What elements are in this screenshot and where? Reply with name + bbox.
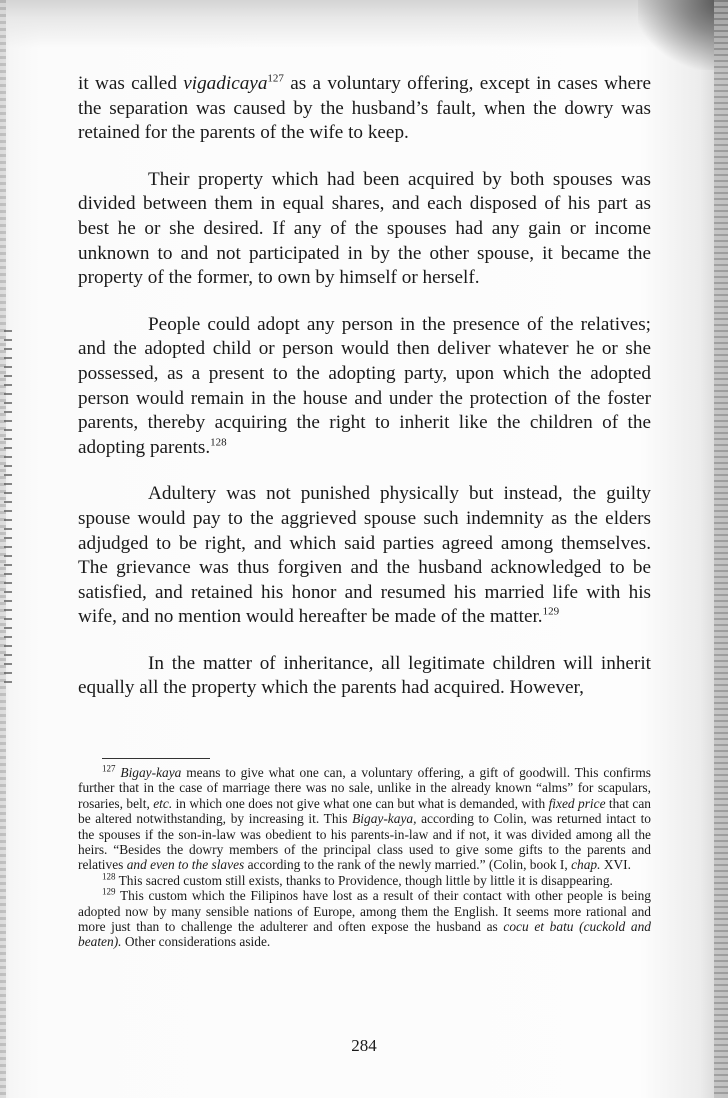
footnote-ref-129: 129 [542, 605, 560, 618]
footnote-rule [102, 758, 210, 759]
footnote-128: $^{128}$ This sacred custom still exists, thanks to Providence, though little by little it is disappearing. [102, 871, 613, 888]
footnote-ref-128: 128 [210, 436, 227, 449]
scan-edge-right [714, 0, 728, 1098]
paragraph-1: it was called vigadicaya$^{127}$ as a voluntary offering, except in cases where the separation was caused by the husband’s fault, when the dowry was retained for the parents of the wife to keep. [78, 72, 651, 144]
term-vigadicaya: vigadicaya [183, 73, 268, 94]
footnote-129: $^{129}$ This custom which the Filipinos have lost as a result of their contact with other people is being adopted now by many sensible nations of Europe, among them the English. It seems more rational and more just than to challenge the adulterer and often expose the husband as cocu et batu (cuckold and beaten). Other considerations aside. [78, 886, 651, 950]
binding-marks [4, 330, 12, 690]
paragraph-3: People could adopt any person in the presence of the relatives; and the adopted child or person would then deliver whatever he or she possessed, as a present to the adopting party, upon which the adopted person would remain in the house and under the protection of the foster parents, thereby acquiring the right to inherit like the children of the adopting parents.$^{128}$ [78, 313, 651, 458]
paragraph-4: Adultery was not punished physically but instead, the guilty spouse would pay to the aggrieved spouse such indemnity as the elders adjudged to be right, and which said parties agreed among themselves. The grievance was thus forgiven and the husband acknowledged to be satisfied, and retained his honor and resumed his married life with his wife, and no mention would hereafter be made of the matter.$^{129}$ [78, 483, 651, 628]
paragraph-5: In the matter of inheritance, all legitimate children will inherit equally all the property which the parents had acquired. However, [78, 652, 651, 699]
footnote-ref-127: 127 [267, 72, 284, 85]
body-text [78, 72, 651, 723]
footnotes [78, 758, 651, 950]
scan-shadow-top [0, 0, 728, 48]
footnote-127: $^{127}$ Bigay-kaya means to give what one can, a voluntary offering, a gift of goodwill. This confirms further that in the case of marriage there was no sale, unlike in the already known “alms” for scapulars, rosaries, belt, etc. in which one does not give what one can but what is demanded, with fixed price that can be altered notwithstanding, by increasing it. This Bigay-kaya, according to Colin, was returned intact to the spouses if the son-in-law was obedient to his parents-in-law and if not, it was divided among all the heirs. “Besides the dowry members of the principal class used to give some gifts to the parents and relatives and even to the slaves according to the rank of the newly married.” (Colin, book I, chap. XVI. [78, 763, 651, 873]
page-number: 284 [351, 1036, 377, 1055]
paragraph-2: Their property which had been acquired by both spouses was divided between them in equal shares, and each disposed of his part as best he or she desired. If any of the spouses had any gain or income unknown to and not participated in by the other spouse, it became the property of the former, to own by himself or herself. [78, 168, 651, 289]
